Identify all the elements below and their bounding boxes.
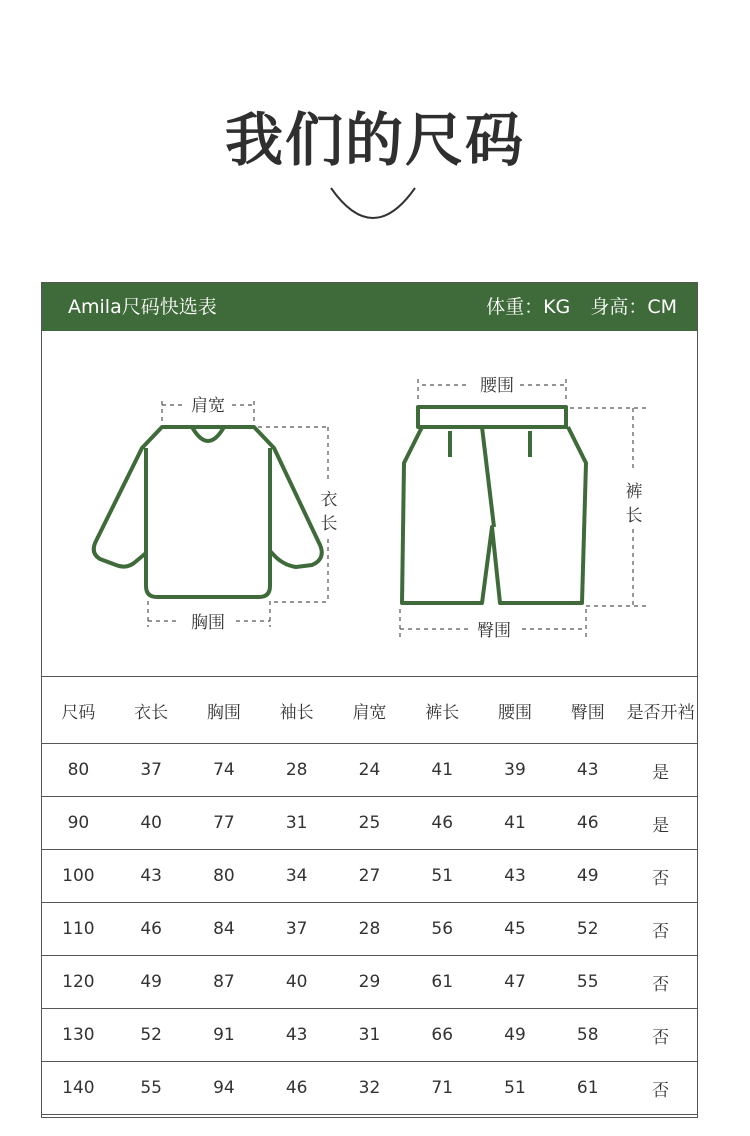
cell: 37 [260,903,333,956]
table-header-row [42,677,697,744]
pants-length-label-bottom: 长 [625,506,643,526]
cell: 140 [42,1062,115,1115]
weight-unit-label: 体重：KG [486,296,571,318]
header-open-crotch: 是否开裆 [624,677,697,744]
cell: 61 [406,956,479,1009]
cell: 否 [624,850,697,903]
cell: 49 [551,850,624,903]
unit-labels [472,283,677,331]
cell: 27 [333,850,406,903]
header-size: 尺码 [42,677,115,744]
length-label-bottom: 长 [320,514,338,534]
chart-header-title: Amila尺码快选表 [68,296,217,318]
cell: 100 [42,850,115,903]
cell: 46 [406,797,479,850]
cell: 58 [551,1009,624,1062]
cell: 90 [42,797,115,850]
cell: 47 [479,956,552,1009]
cell: 49 [115,956,188,1009]
size-table [42,676,697,1115]
cell: 41 [406,744,479,797]
garment-diagram [42,331,697,676]
smile-decoration [325,184,425,224]
cell: 46 [115,903,188,956]
cell: 77 [188,797,261,850]
cell: 71 [406,1062,479,1115]
cell: 52 [551,903,624,956]
cell: 130 [42,1009,115,1062]
cell: 39 [479,744,552,797]
cell: 否 [624,1009,697,1062]
header-waist: 腰围 [479,677,552,744]
top-garment-illustration [94,427,322,597]
header-chest: 胸围 [188,677,261,744]
cell: 34 [260,850,333,903]
cell: 55 [115,1062,188,1115]
cell: 否 [624,956,697,1009]
header-sleeve: 袖长 [260,677,333,744]
cell: 56 [406,903,479,956]
pants-measure-lines [400,379,648,639]
cell: 45 [479,903,552,956]
cell: 40 [260,956,333,1009]
cell: 28 [333,903,406,956]
waist-label: 腰围 [480,376,514,396]
cell: 61 [551,1062,624,1115]
hip-label: 臀围 [477,621,511,641]
cell: 31 [333,1009,406,1062]
cell: 24 [333,744,406,797]
cell: 51 [406,850,479,903]
cell: 74 [188,744,261,797]
cell: 43 [551,744,624,797]
cell: 80 [42,744,115,797]
header-hip: 臀围 [551,677,624,744]
chart-header [42,283,697,331]
cell: 51 [479,1062,552,1115]
cell: 87 [188,956,261,1009]
cell: 120 [42,956,115,1009]
cell: 40 [115,797,188,850]
cell: 46 [260,1062,333,1115]
cell: 43 [479,850,552,903]
table-row [42,956,697,1009]
cell: 29 [333,956,406,1009]
cell: 43 [260,1009,333,1062]
cell: 84 [188,903,261,956]
cell: 37 [115,744,188,797]
cell: 94 [188,1062,261,1115]
cell: 46 [551,797,624,850]
table-row [42,903,697,956]
pants-illustration [402,407,586,603]
table-row [42,1009,697,1062]
cell: 32 [333,1062,406,1115]
table-row [42,850,697,903]
header-shoulder: 肩宽 [333,677,406,744]
cell: 41 [479,797,552,850]
top-measure-lines [148,401,330,627]
pants-length-label-top: 裤 [625,482,643,502]
header-pants-length: 裤长 [406,677,479,744]
cell: 80 [188,850,261,903]
cell: 66 [406,1009,479,1062]
size-chart [41,282,698,1118]
cell: 是 [624,797,697,850]
cell: 43 [115,850,188,903]
length-label-top: 衣 [320,490,338,510]
table-row [42,797,697,850]
cell: 52 [115,1009,188,1062]
cell: 91 [188,1009,261,1062]
chest-label: 胸围 [191,613,225,633]
cell: 28 [260,744,333,797]
shoulder-label: 肩宽 [191,396,225,416]
cell: 否 [624,903,697,956]
cell: 110 [42,903,115,956]
cell: 是 [624,744,697,797]
garment-diagram-svg [42,331,697,676]
cell: 25 [333,797,406,850]
cell: 否 [624,1062,697,1115]
height-unit-label: 身高：CM [590,296,677,318]
cell: 31 [260,797,333,850]
page-title: 我们的尺码 [224,106,525,174]
table-row [42,744,697,797]
cell: 49 [479,1009,552,1062]
table-row [42,1062,697,1115]
header-top-length: 衣长 [115,677,188,744]
cell: 55 [551,956,624,1009]
